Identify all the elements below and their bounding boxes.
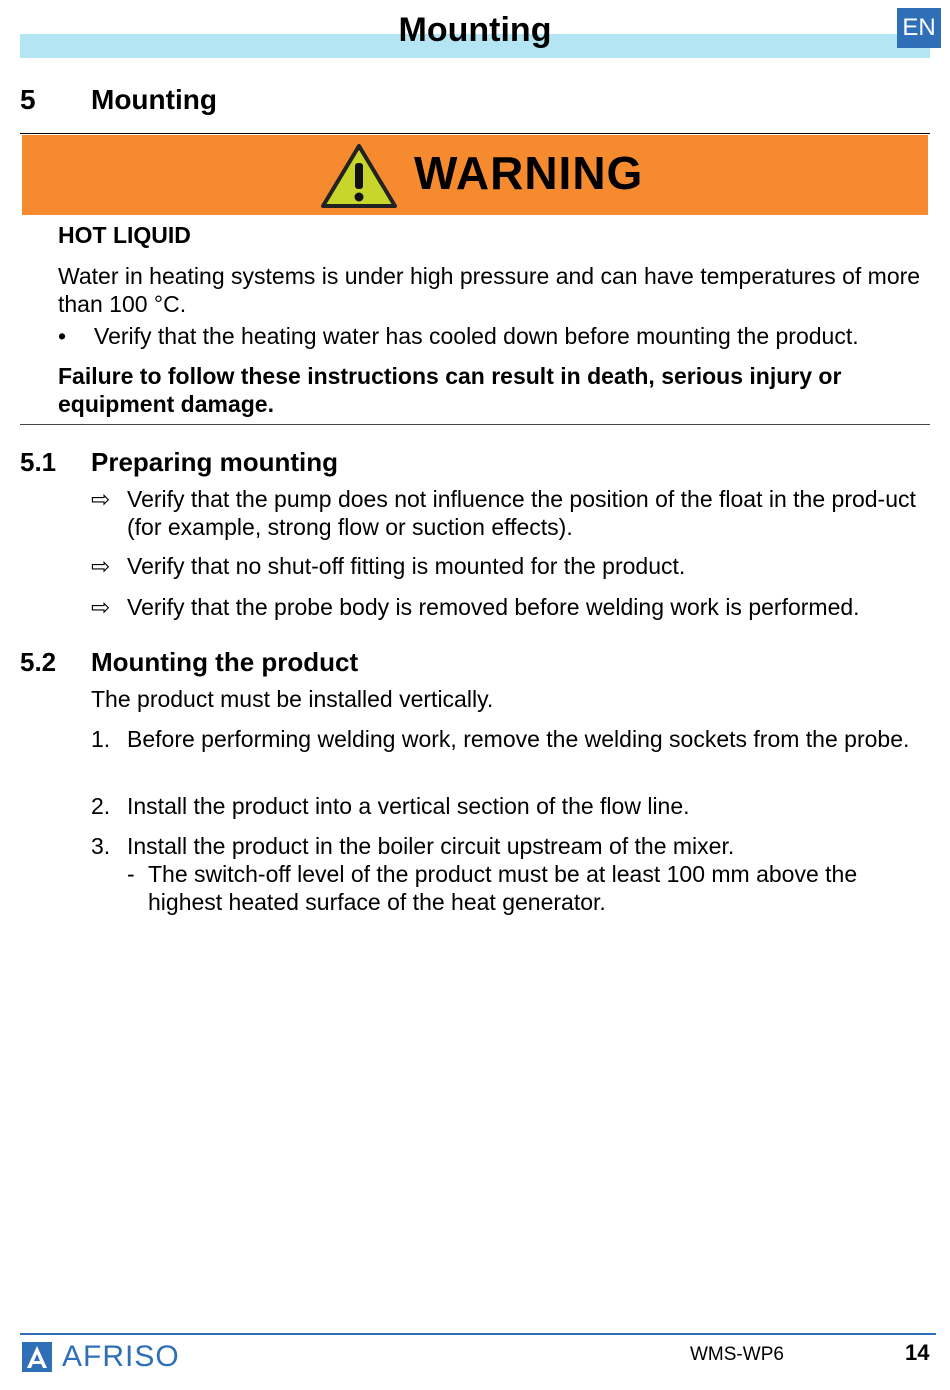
section-5-number: 5: [20, 84, 36, 115]
page-title: Mounting: [398, 11, 552, 49]
hazard-text: Water in heating systems is under high pressure and can have temperatures of more than 100 °C.: [58, 263, 921, 317]
footer-rule: [20, 1333, 936, 1335]
page-number: 14: [905, 1340, 930, 1365]
list-item-text: Verify that the probe body is removed before welding work is performed.: [127, 594, 860, 620]
warning-banner: [22, 135, 928, 215]
section-5-2-number: 5.2: [20, 647, 57, 677]
brand-name: AFRISO: [62, 1340, 180, 1373]
language-badge: EN: [897, 8, 941, 48]
section-5-2-title: Mounting the product: [91, 647, 359, 677]
section-5-title: Mounting: [91, 84, 217, 115]
section-5-heading: [20, 82, 217, 118]
warning-bottom-rule: [20, 424, 930, 425]
step-text: Install the product into a vertical section of the flow line.: [127, 793, 690, 819]
afriso-logo-icon: [22, 1342, 52, 1372]
step-number: 2.: [91, 793, 111, 819]
step-number: 3.: [91, 833, 111, 859]
section-5-2-heading: [20, 645, 358, 679]
arrow-icon: ⇨: [91, 553, 111, 579]
section-5-1-number: 5.1: [20, 447, 57, 477]
list-item-text: Verify that the pump does not influence the position of the float in the prod-uct (for example, strong flow or suction effects).: [127, 486, 916, 540]
section-5-2-intro: The product must be installed vertically.: [91, 686, 494, 712]
step-text: Before performing welding work, remove the welding sockets from the probe.: [127, 726, 910, 752]
dash-mark: -: [127, 861, 135, 887]
bullet-mark: •: [58, 323, 67, 349]
warning-top-rule: [20, 133, 930, 134]
arrow-icon: ⇨: [91, 486, 111, 512]
hazard-consequence: Failure to follow these instructions can result in death, serious injury or equipment damage.: [58, 363, 842, 417]
arrow-icon: ⇨: [91, 594, 111, 620]
step-text: Install the product in the boiler circuit upstream of the mixer.: [127, 833, 735, 859]
step-number: 1.: [91, 726, 111, 752]
list-item-text: Verify that no shut-off fitting is mounted for the product.: [127, 553, 686, 579]
warning-triangle-icon: [320, 143, 398, 209]
bullet-text: Verify that the heating water has cooled down before mounting the product.: [94, 323, 859, 349]
section-5-1-heading: [20, 445, 338, 479]
footer-model: WMS-WP6: [690, 1344, 784, 1365]
hazard-title: HOT LIQUID: [58, 222, 191, 248]
warning-label: WARNING: [414, 147, 644, 199]
section-5-1-title: Preparing mounting: [91, 447, 338, 477]
sub-step-text: The switch-off level of the product must be at least 100 mm above the highest heated surface of the heat generator.: [148, 861, 858, 915]
